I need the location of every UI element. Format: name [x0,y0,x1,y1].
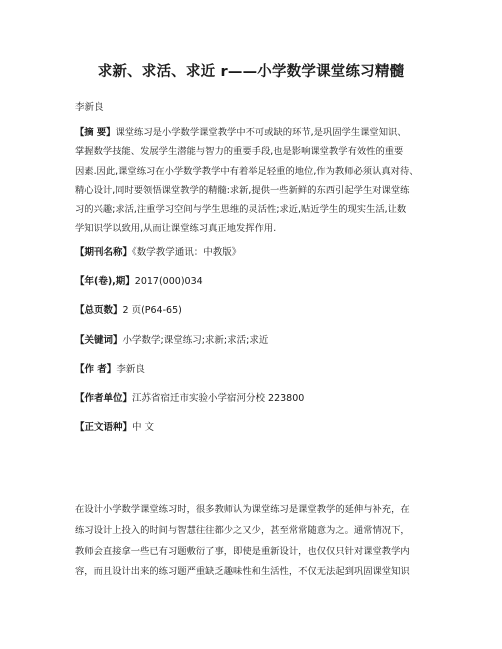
field-author-affiliation [75,390,304,404]
field-label: 【作者单位】 [75,393,133,404]
field-value: 中 文 [132,422,155,433]
field-value: 李新良 [116,364,145,375]
abstract-line: 掌握数学技能、发展学生潜能与智力的重要手段,也是影响课堂教学有效性的重要 [75,146,404,158]
field-author [75,361,145,375]
field-label: 【总页数】 [75,305,123,316]
field-keywords [75,332,268,346]
field-volume-issue [75,273,203,287]
abstract-label: 【摘 要】 [75,127,116,138]
field-label: 【作 者】 [75,364,117,375]
field-value: 小学数学;课堂练习;求新;求活;求近 [122,335,269,346]
author-line: 李新良 [75,102,104,113]
field-value: 《数学教学通讯：中教版》 [132,247,242,258]
body-line: 教师会直接拿一些已有习题敷衍了事，即使是重新设计，也仅仅只针对课堂教学内 [75,545,410,557]
field-page-count [75,302,182,316]
body-line: 练习设计上投入的时间与智慧往往都少之又少，甚至常常随意为之。通常情况下， [75,524,410,536]
field-label: 【期刊名称】 [75,247,133,258]
abstract-block [75,123,433,239]
abstract-line [75,123,433,142]
abstract-line: 学知识学以致用,从而让课堂练习真正地发挥作用. [75,223,277,235]
field-journal-name [75,244,241,258]
body-paragraph [75,500,429,583]
abstract-text: 课堂练习是小学数学课堂教学中不可或缺的环节,是巩固学生课堂知识、 [115,127,407,138]
field-label: 【关键词】 [75,335,123,346]
field-label: 【正文语种】 [75,422,133,433]
field-label: 【年(卷),期】 [75,276,135,287]
field-value: 2 页(P64-65) [122,305,182,316]
field-value: 2017(000)034 [134,276,203,287]
paper-title: 求新、求活、求近 r——小学数学课堂练习精髓 [97,64,405,80]
field-language [75,419,154,433]
field-value: 江苏省宿迁市实验小学宿河分校 223800 [132,393,305,404]
abstract-line: 精心设计,同时要领悟课堂教学的精髓:求新,提供一些新鲜的东西引起学生对课堂练 [75,184,410,196]
body-line: 容，而且设计出来的练习题严重缺乏趣味性和生活性，不仅无法起到巩固课堂知识 [75,566,410,578]
body-line: 在设计小学数学课堂练习时，很多教师认为课堂练习是课堂教学的延伸与补充，在 [75,504,410,515]
abstract-line: 因素.因此,课堂练习在小学数学教学中有着举足轻重的地位,作为教师必须认真对待、 [75,165,419,177]
abstract-line: 习的兴趣;求活,注重学习空间与学生思维的灵活性;求近,贴近学生的现实生活,让数 [75,204,407,216]
